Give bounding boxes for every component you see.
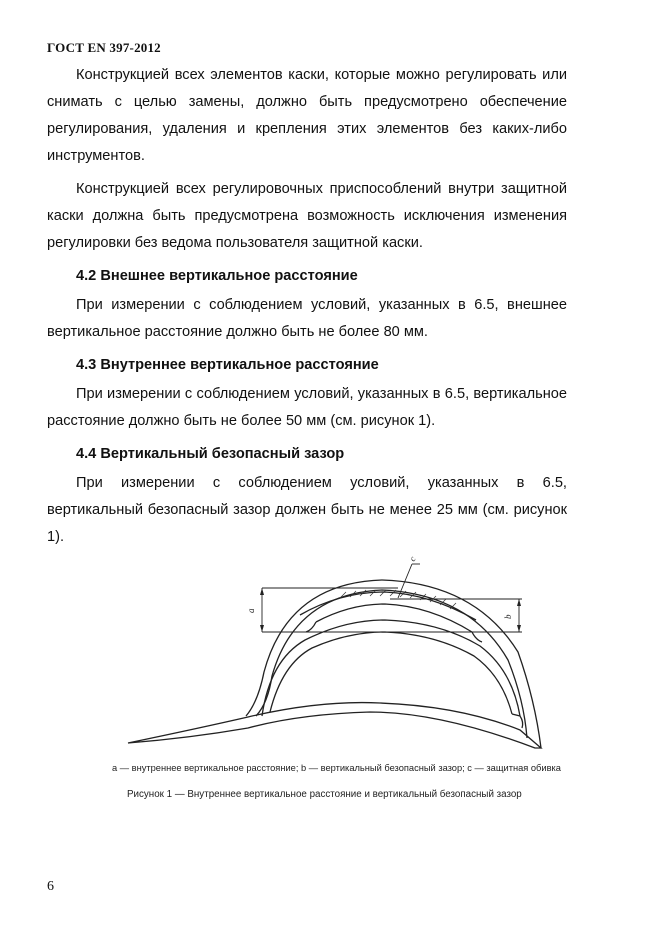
padding-band-inner — [316, 604, 472, 632]
section-text-4-4: При измерении с соблюдением условий, указанных в 6.5, вертикальный безопасный зазор должен быть не менее 25 мм (см. рисунок 1). — [47, 475, 567, 545]
document-header: ГОСТ EN 397-2012 — [47, 40, 161, 55]
section-heading-4-2: 4.2 Внешнее вертикальное расстояние — [76, 268, 358, 284]
page-body — [47, 62, 567, 557]
label-c: c — [407, 554, 418, 563]
section-heading-4-3: 4.3 Внутреннее вертикальное расстояние — [76, 357, 379, 373]
label-b: b — [503, 614, 513, 619]
inner-cradle-outer — [262, 620, 520, 716]
section-text-4-3: При измерении с соблюдением условий, указанных в 6.5, вертикальное расстояние должно быть не более 50 мм (см. рисунок 1). — [47, 386, 567, 429]
section-heading-4-4: 4.4 Вертикальный безопасный зазор — [76, 446, 345, 462]
figure-legend: a — внутреннее вертикальное расстояние; b — вертикальный безопасный зазор; c — защитная обивка — [112, 763, 561, 773]
helmet-base-line — [128, 703, 541, 748]
figure-caption: Рисунок 1 — Внутреннее вертикальное расстояние и вертикальный безопасный зазор — [127, 789, 522, 800]
section-text-4-2: При измерении с соблюдением условий, указанных в 6.5, внешнее вертикальное расстояние должно быть не более 80 мм. — [47, 297, 567, 340]
label-a: a — [246, 608, 256, 613]
helmet-figure — [100, 548, 560, 758]
page-number: 6 — [47, 879, 54, 894]
helmet-diagram — [100, 548, 560, 758]
paragraph-adjustable-elements: Конструкцией всех элементов каски, которые можно регулировать или снимать с целью замены, должно быть предусмотрено обеспечение регулирования, удаления и крепления этих элементов без каких-либо инструментов. — [47, 67, 567, 164]
inner-cradle-inner — [270, 632, 512, 714]
paragraph-adjustment-devices: Конструкцией всех регулировочных приспособлений внутри защитной каски должна быть предусмотрена возможность исключения изменения регулировки без ведома пользователя защитной каски. — [47, 181, 567, 251]
